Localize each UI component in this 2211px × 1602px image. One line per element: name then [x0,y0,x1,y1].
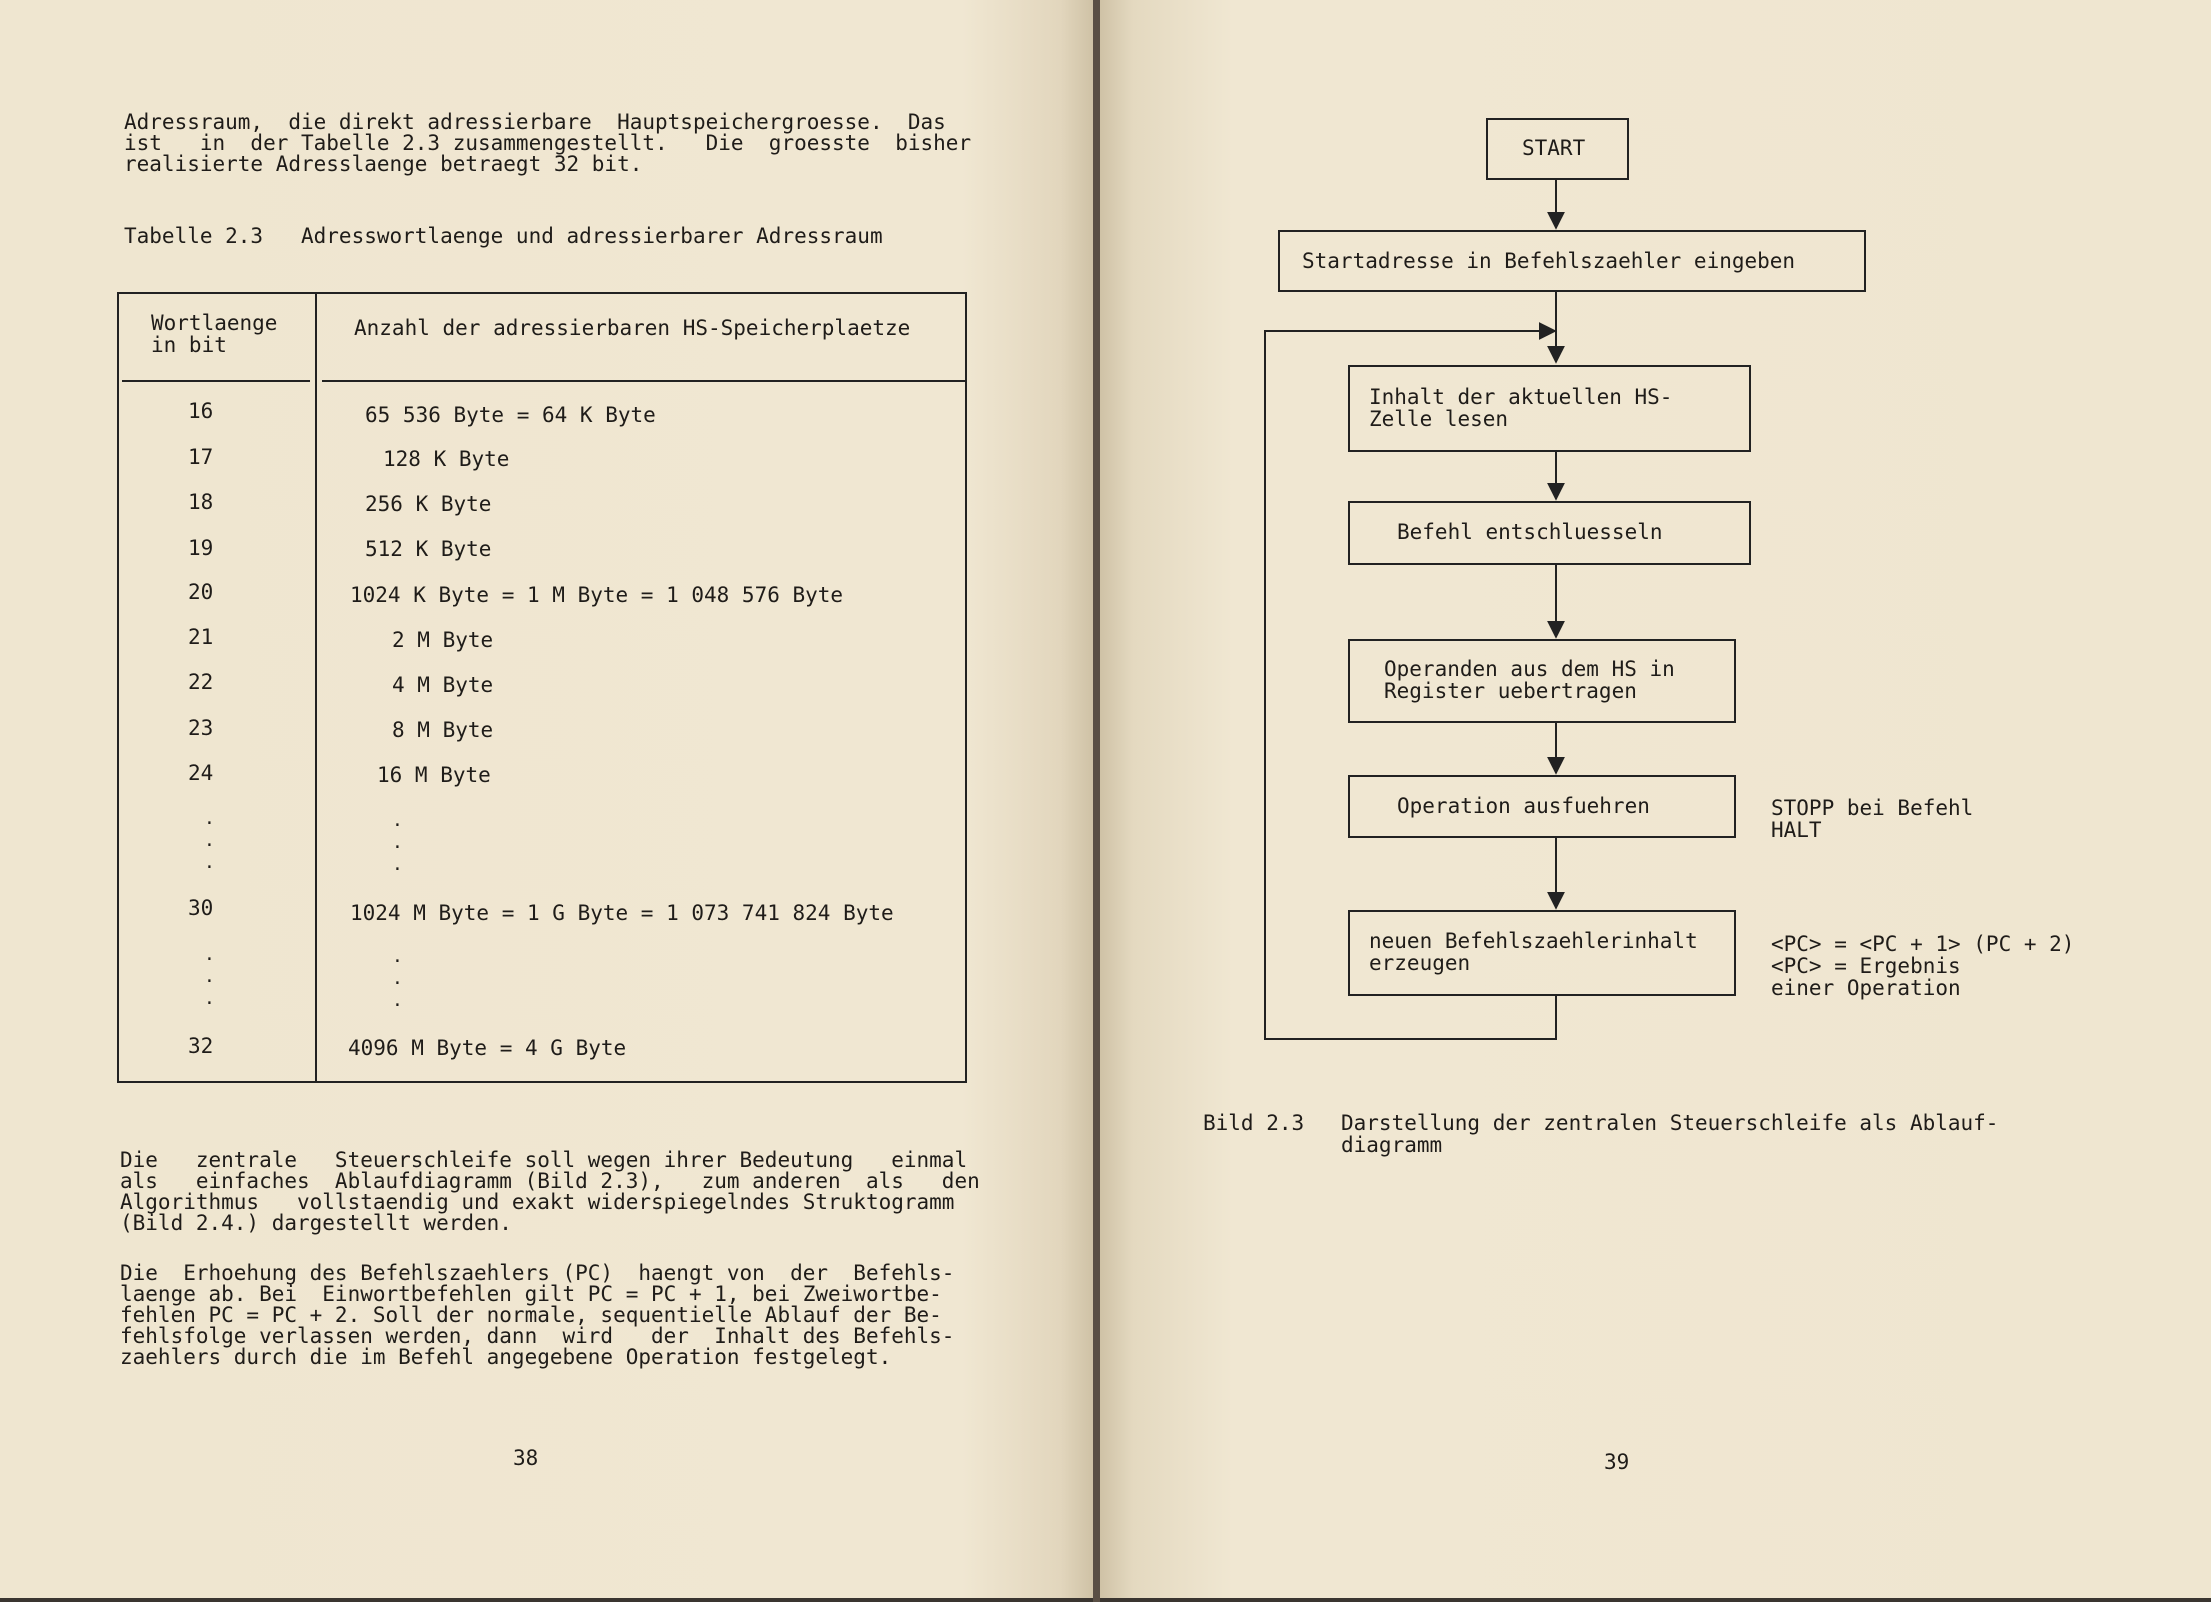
table-ellipsis-bits: · · · [204,813,215,878]
table-row-bits: 19 [188,536,214,560]
table-row-count: 4096 M Byte = 4 G Byte [348,1036,627,1060]
table-row-count: 1024 K Byte = 1 M Byte = 1 048 576 Byte [350,583,844,607]
table-ellipsis-count: · · · [392,815,403,880]
flow-start-label: START [1522,136,1586,160]
para2-line-5: zaehlers durch die im Befehl angegebene Operation festgelegt. [120,1345,892,1369]
table-ellipsis-bits: · · · [204,949,215,1014]
para1-line-4: (Bild 2.4.) dargestellt werden. [120,1211,512,1235]
table-row-count: 128 K Byte [383,447,510,471]
flow-step1-label: Startadresse in Befehlszaehler eingeben [1302,249,1796,273]
intro-line-3: realisierte Adresslaenge betraegt 32 bit. [124,152,643,176]
para1-line-3: Algorithmus vollstaendig und exakt widerspiegelndes Struktogramm [120,1190,955,1214]
table-row-bits: 32 [188,1034,214,1058]
table-row-count: 8 M Byte [392,718,494,742]
table-row-bits: 22 [188,670,214,694]
flow-step3-label: Befehl entschluesseln [1397,520,1663,544]
flow-stop-note: STOPP bei Befehl HALT [1771,796,1974,842]
table-ellipsis-count: · · · [392,951,403,1016]
table-row-bits: 18 [188,490,214,514]
intro-line-1: Adressraum, die direkt adressierbare Hauptspeichergroesse. Das [124,110,946,134]
table-row-count: 1024 M Byte = 1 G Byte = 1 073 741 824 Byte [350,901,894,925]
intro-line-2: ist in der Tabelle 2.3 zusammengestellt. Die groesste bisher [124,131,972,155]
figure-caption-label: Bild 2.3 [1203,1111,1305,1135]
para2-line-4: fehlsfolge verlassen werden, dann wird der Inhalt des Befehls- [120,1324,955,1348]
para1-line-2: als einfaches Ablaufdiagramm (Bild 2.3), zum anderen als den [120,1169,980,1193]
para2-line-2: laenge ab. Bei Einwortbefehlen gilt PC = PC + 1, bei Zweiwortbe- [120,1282,942,1306]
table-row-bits: 30 [188,896,214,920]
table-row-count: 4 M Byte [392,673,494,697]
table-row-count: 2 M Byte [392,628,494,652]
figure-caption-text: Darstellung der zentralen Steuerschleife als Ablauf- diagramm [1341,1111,1999,1157]
table-row-count: 256 K Byte [365,492,492,516]
flow-step4-label: Operanden aus dem HS in Register uebertragen [1384,657,1675,703]
table-row-count: 16 M Byte [377,763,491,787]
flow-step5-label: Operation ausfuehren [1397,794,1650,818]
table-row-bits: 23 [188,716,214,740]
flow-step6-label: neuen Befehlszaehlerinhalt erzeugen [1369,929,1698,975]
table-row-count: 512 K Byte [365,537,492,561]
table-row-bits: 16 [188,399,214,423]
para2-line-1: Die Erhoehung des Befehlszaehlers (PC) haengt von der Befehls- [120,1261,955,1285]
table-row-bits: 20 [188,580,214,604]
page-number-right: 39 [1604,1450,1630,1474]
table-row-count: 65 536 Byte = 64 K Byte [365,403,656,427]
para1-line-1: Die zentrale Steuerschleife soll wegen ihrer Bedeutung einmal [120,1148,968,1172]
table-header-count: Anzahl der adressierbaren HS-Speicherplaetze [354,316,911,340]
para2-line-3: fehlen PC = PC + 2. Soll der normale, sequentielle Ablauf der Be- [120,1303,942,1327]
table-row-bits: 24 [188,761,214,785]
table-row-bits: 17 [188,445,214,469]
table-row-bits: 21 [188,625,214,649]
flow-pc-note: <PC> = <PC + 1> (PC + 2) <PC> = Ergebnis einer Operation [1771,932,2075,1000]
flow-step2-label: Inhalt der aktuellen HS- Zelle lesen [1369,385,1673,431]
table-header-wordlength: Wortlaenge in bit [151,311,278,357]
table-caption: Tabelle 2.3 Adresswortlaenge und adressierbarer Adressraum [124,224,883,248]
page-number-left: 38 [513,1446,539,1470]
